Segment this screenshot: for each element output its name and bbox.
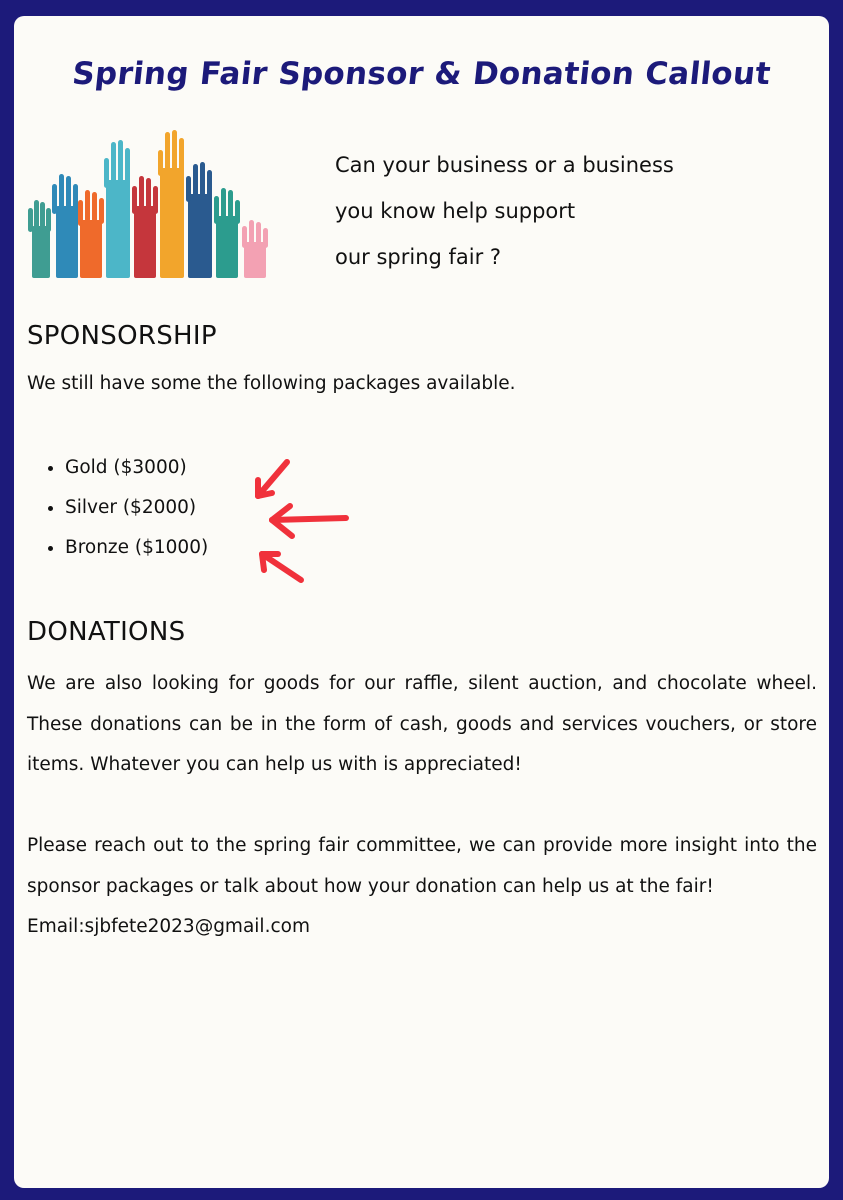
callout-card [14, 16, 829, 1188]
contact-paragraph: Please reach out to the spring fair committee, we can provide more insight into the sponsor packages or talk about how your donation can help us at the fair! [27, 835, 817, 897]
raised-hands-illustration [26, 128, 286, 288]
package-bronze: • Bronze ($1000) [65, 528, 208, 568]
package-silver: • Silver ($2000) [65, 488, 208, 528]
contact-email[interactable]: Email:sjbfete2023@gmail.com [27, 916, 310, 937]
sponsorship-heading: SPONSORSHIP [27, 321, 217, 351]
intro-line: you know help support [335, 199, 576, 223]
donations-paragraph: We are also looking for goods for our raffle, silent auction, and chocolate wheel. These donations can be in the form of cash, goods and services vouchers, or store items. Whatever you can help us with is appreciated! [27, 673, 817, 775]
page-title: Spring Fair Sponsor & Donation Callout [70, 56, 773, 92]
package-list [14, 448, 208, 568]
package-gold: • Gold ($3000) [65, 448, 208, 488]
red-arrow-icon [272, 506, 346, 536]
intro-line: Can your business or a business [335, 153, 674, 177]
sponsorship-text: We still have some the following packages available. [27, 373, 516, 394]
red-arrows [250, 456, 360, 591]
red-arrow-icon [258, 462, 287, 496]
intro-line: our spring fair ? [335, 245, 502, 269]
donations-heading: DONATIONS [27, 617, 186, 647]
red-arrow-icon [262, 554, 301, 580]
intro-question [335, 142, 805, 280]
